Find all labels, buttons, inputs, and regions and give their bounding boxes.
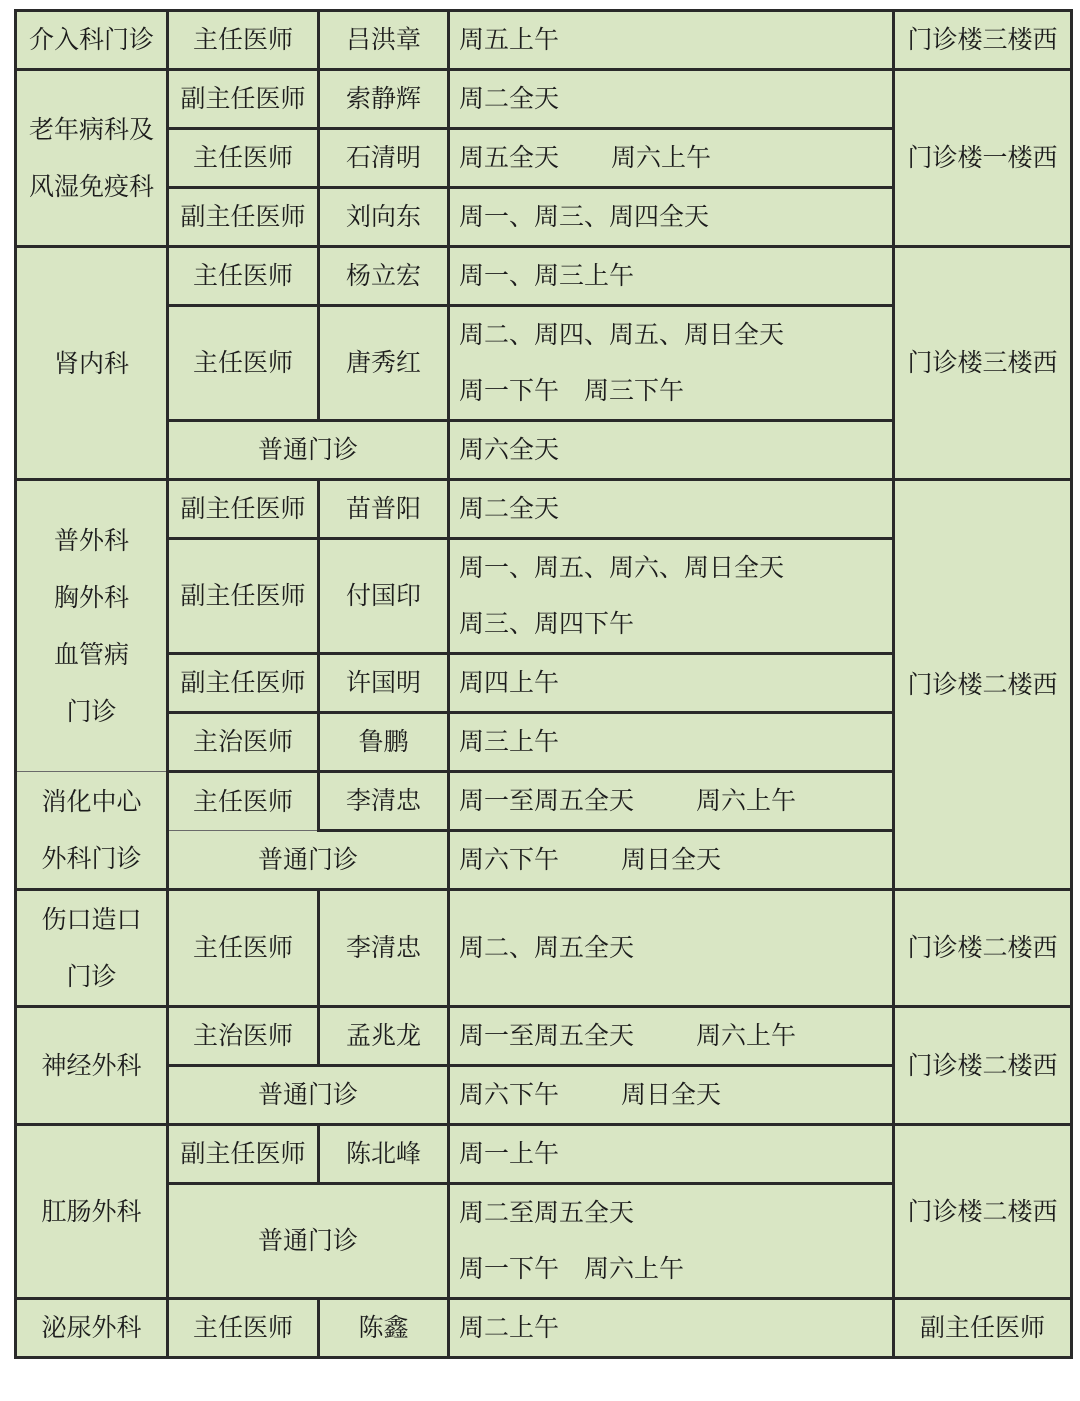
title-cell: 主任医师 (168, 306, 319, 421)
days-cell: 周二上午 (449, 1299, 894, 1358)
general-clinic-cell: 普通门诊 (168, 1184, 449, 1299)
title-cell: 主治医师 (168, 1007, 319, 1066)
department-cell: 介入科门诊 (16, 11, 168, 70)
department-cell: 普外科 胸外科 血管病 门诊 (16, 480, 168, 772)
title-cell: 副主任医师 (168, 70, 319, 129)
general-clinic-cell: 普通门诊 (168, 1066, 449, 1125)
location-cell: 门诊楼三楼西 (894, 11, 1072, 70)
days-cell: 周六下午 周日全天 (449, 1066, 894, 1125)
days-cell: 周五全天 周六上午 (449, 129, 894, 188)
doctor-cell: 石清明 (319, 129, 449, 188)
location-cell: 门诊楼二楼西 (894, 1125, 1072, 1299)
location-cell: 门诊楼一楼西 (894, 70, 1072, 247)
title-cell: 主治医师 (168, 713, 319, 772)
department-cell: 肾内科 (16, 247, 168, 480)
title-cell: 主任医师 (168, 11, 319, 70)
days-cell: 周三上午 (449, 713, 894, 772)
outpatient-schedule-table (14, 9, 1073, 1359)
location-cell: 门诊楼二楼西 (894, 1007, 1072, 1125)
table-row (16, 1299, 1072, 1358)
days-cell: 周二全天 (449, 70, 894, 129)
department-cell: 消化中心 外科门诊 (16, 772, 168, 890)
table-row (16, 247, 1072, 306)
days-cell: 周一至周五全天 周六上午 (449, 772, 894, 831)
doctor-cell: 唐秀红 (319, 306, 449, 421)
days-cell: 周一上午 (449, 1125, 894, 1184)
days-cell: 周二至周五全天 周一下午 周六上午 (449, 1184, 894, 1299)
location-cell: 门诊楼二楼西 (894, 480, 1072, 890)
general-clinic-cell: 普通门诊 (168, 421, 449, 480)
department-cell: 老年病科及 风湿免疫科 (16, 70, 168, 247)
doctor-cell: 苗普阳 (319, 480, 449, 539)
title-cell: 主任医师 (168, 890, 319, 1007)
table-row (16, 480, 1072, 539)
location-cell: 门诊楼二楼西 (894, 890, 1072, 1007)
days-cell: 周一、周五、周六、周日全天 周三、周四下午 (449, 539, 894, 654)
days-cell: 周六全天 (449, 421, 894, 480)
department-cell: 泌尿外科 (16, 1299, 168, 1358)
table-row (16, 70, 1072, 129)
title-cell: 主任医师 (168, 1299, 319, 1358)
title-cell: 副主任医师 (168, 654, 319, 713)
title-cell: 主任医师 (168, 129, 319, 188)
doctor-cell: 陈北峰 (319, 1125, 449, 1184)
title-cell: 副主任医师 (168, 188, 319, 247)
doctor-cell: 李清忠 (319, 890, 449, 1007)
table-row (16, 1007, 1072, 1066)
doctor-cell: 杨立宏 (319, 247, 449, 306)
doctor-cell: 孟兆龙 (319, 1007, 449, 1066)
title-cell: 副主任医师 (168, 1125, 319, 1184)
title-cell: 主任医师 (168, 772, 319, 831)
doctor-cell: 刘向东 (319, 188, 449, 247)
table-row (16, 890, 1072, 1007)
doctor-cell: 吕洪章 (319, 11, 449, 70)
doctor-cell: 陈鑫 (319, 1299, 449, 1358)
days-cell: 周二、周四、周五、周日全天 周一下午 周三下午 (449, 306, 894, 421)
title-cell: 副主任医师 (168, 539, 319, 654)
days-cell: 周四上午 (449, 654, 894, 713)
department-cell: 肛肠外科 (16, 1125, 168, 1299)
days-cell: 周二、周五全天 (449, 890, 894, 1007)
location-cell: 副主任医师 (894, 1299, 1072, 1358)
department-cell: 神经外科 (16, 1007, 168, 1125)
table-row (16, 1125, 1072, 1184)
title-cell: 主任医师 (168, 247, 319, 306)
doctor-cell: 付国印 (319, 539, 449, 654)
doctor-cell: 许国明 (319, 654, 449, 713)
doctor-cell: 李清忠 (319, 772, 449, 831)
title-cell: 副主任医师 (168, 480, 319, 539)
days-cell: 周一至周五全天 周六上午 (449, 1007, 894, 1066)
location-cell: 门诊楼三楼西 (894, 247, 1072, 480)
days-cell: 周六下午 周日全天 (449, 831, 894, 890)
days-cell: 周二全天 (449, 480, 894, 539)
days-cell: 周一、周三上午 (449, 247, 894, 306)
table-row (16, 11, 1072, 70)
general-clinic-cell: 普通门诊 (168, 831, 449, 890)
doctor-cell: 鲁鹏 (319, 713, 449, 772)
doctor-cell: 索静辉 (319, 70, 449, 129)
days-cell: 周五上午 (449, 11, 894, 70)
days-cell: 周一、周三、周四全天 (449, 188, 894, 247)
department-cell: 伤口造口 门诊 (16, 890, 168, 1007)
